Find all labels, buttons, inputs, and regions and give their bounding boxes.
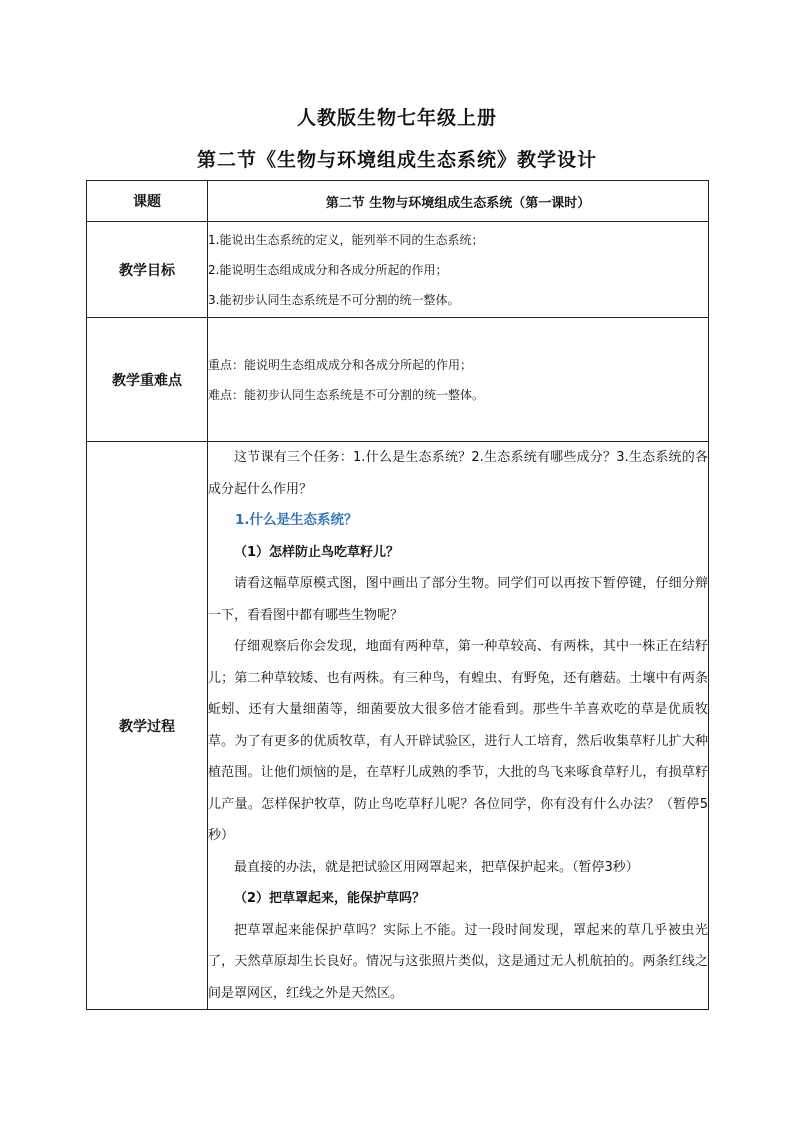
process-cell	[208, 442, 709, 1010]
table-row-topic	[87, 181, 709, 222]
table-row-keypoints	[87, 318, 709, 442]
goals-cell	[208, 222, 709, 318]
goal-item: 1.能说出生态系统的定义，能列举不同的生态系统；	[208, 232, 484, 247]
goal-item: 3.能初步认同生态系统是不可分割的统一整体。	[208, 292, 460, 307]
topic-label: 课题	[87, 181, 208, 222]
table-row-goals	[87, 222, 709, 318]
document-title: 人教版生物七年级上册	[296, 107, 497, 129]
goals-label: 教学目标	[87, 222, 208, 318]
subsection-heading: （2）把草罩起来，能保护草吗？	[234, 891, 426, 906]
process-paragraph: 最直接的办法，就是把试验区用网罩起来，把草保护起来。（暂停3秒）	[234, 859, 639, 875]
process-label: 教学过程	[87, 442, 208, 1010]
keypoint-item: 重点：能说明生态组成成分和各成分所起的作用；	[208, 357, 473, 372]
keypoints-label: 教学重难点	[87, 318, 208, 442]
lesson-plan-table	[86, 180, 709, 1010]
process-paragraph: 把草罩起来能保护草吗？实际上不能。过一段时间发现，罩起来的草几乎被虫光了，天然草原却生长良好。情况与这张照片类似，这是通过无人机航拍的。两条红线之间是罩网区，红线之外是天然区。	[208, 922, 708, 1001]
section-heading: 1.什么是生态系统？	[235, 512, 358, 528]
process-paragraph: 请看这幅草原模式图，图中画出了部分生物。同学们可以再按下暂停键，仔细分辩一下，看看图中都有哪些生物呢？	[208, 576, 708, 623]
keypoints-cell	[208, 318, 709, 442]
keypoint-item: 难点：能初步认同生态系统是不可分割的统一整体。	[208, 387, 485, 402]
table-row-process	[87, 442, 709, 1010]
process-intro: 这节课有三个任务：1.什么是生态系统？2.生态系统有哪些成分？3.生态系统的各成分起什么作用？	[208, 450, 708, 497]
document-subtitle: 第二节《生物与环境组成生态系统》教学设计	[196, 149, 597, 171]
topic-value: 第二节 生物与环境组成生态系统（第一课时）	[208, 181, 709, 222]
process-paragraph: 仔细观察后你会发现，地面有两种草，第一种草较高、有两株，其中一株正在结籽儿；第二种草较矮、也有两株。有三种鸟，有蝗虫、有野兔，还有蘑菇。土壤中有两条蚯蚓、还有大量细菌等，细菌要放大很多倍才能看到。那些牛羊喜欢吃的草是优质牧草。为了有更多的优质牧草，有人开辟试验区，进行人工培育，然后收集草籽儿扩大种植范围。让他们烦恼的是，在草籽儿成熟的季节，大批的鸟飞来啄食草籽儿，有损草籽儿产量。怎样保护牧草，防止鸟吃草籽儿呢？各位同学，你有没有什么办法？（暂停5秒）	[208, 639, 708, 843]
subsection-heading: （1）怎样防止鸟吃草籽儿？	[234, 544, 400, 560]
goal-item: 2.能说明生态组成成分和各成分所起的作用；	[208, 262, 448, 277]
